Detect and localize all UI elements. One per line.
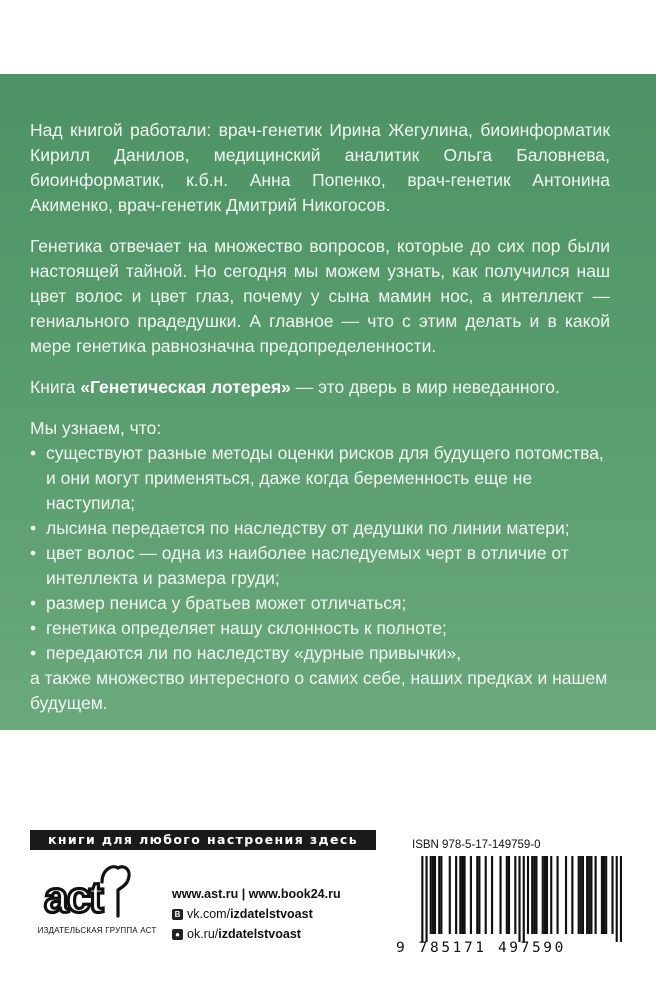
barcode-bar — [506, 856, 508, 934]
barcode-bar — [605, 856, 607, 934]
publisher-links — [172, 884, 341, 944]
barcode-digits: 9 785171 497590 — [396, 940, 566, 956]
barcode-bar — [461, 856, 463, 934]
isbn-label: ISBN 978-5-17-149759-0 — [412, 839, 541, 851]
bullet-list — [30, 441, 610, 666]
barcode-bar — [580, 856, 582, 934]
list-item: • лысина передается по наследству от дедушки по линии матери; — [30, 516, 610, 541]
barcode-bar — [565, 856, 567, 934]
book-title: «Генетическая лотерея» — [80, 377, 291, 397]
book-prefix: Книга — [30, 377, 81, 397]
list-item: • размер пениса у братьев может отличаться; — [30, 591, 610, 616]
barcode-bar — [550, 856, 552, 934]
barcode-bar — [556, 856, 558, 934]
logo-letters: act — [44, 873, 102, 920]
barcode-bar — [514, 856, 516, 934]
barcode-bar — [438, 856, 440, 934]
barcode — [398, 856, 622, 942]
barcode-bar — [470, 856, 472, 934]
barcode-bar — [590, 856, 592, 934]
blurb-text — [30, 118, 610, 716]
list-item: • существуют разные методы оценки рисков для будущего потомства, и они могут применяться, даже когда беременность еще не наступила; — [30, 441, 610, 516]
book-paragraph — [30, 375, 610, 400]
barcode-bar — [595, 856, 597, 934]
list-intro: Мы узнаем, что: — [30, 418, 162, 438]
barcode-bar — [535, 856, 537, 934]
barcode-bar — [578, 856, 580, 934]
closing-line: а также множество интересного о самих себе, наших предках и нашем будущем. — [30, 668, 608, 713]
barcode-bar — [518, 856, 520, 942]
barcode-bar — [527, 856, 529, 934]
barcode-bar — [449, 856, 451, 934]
intro-paragraph: Генетика отвечает на множество вопросов, которые до сих пор были настоящей тайной. Но сегодня мы можем узнать, как получился наш цвет волос и цвет глаз, почему у сына мамин нос, а интеллект — гениального прадедушки. А главное — что с этим делать и в какой мере генетика равнозначна предопределенности. — [30, 236, 610, 356]
publisher-tagline: книги для любого настроения здесь — [30, 830, 376, 850]
list-item: • передаются ли по наследству «дурные привычки», — [30, 641, 610, 666]
barcode-bar — [478, 856, 480, 934]
credits-paragraph: Над книгой работали: врач-генетик Ирина Жегулина, биоинформатик Кирилл Данилов, медицинский аналитик Ольга Баловнева, биоинформатик, к.б.н. Анна Попенко, врач-генетик Антонина Акименко, врач-генетик Дмитрий Никогосов. — [30, 120, 610, 215]
ok-link[interactable] — [172, 924, 341, 944]
barcode-bar — [588, 856, 590, 934]
barcode-bar — [533, 856, 535, 934]
logo-tree-shape — [102, 867, 129, 916]
barcode-bar — [432, 856, 434, 934]
barcode-bar — [620, 856, 622, 942]
barcode-bar — [544, 856, 546, 934]
ok-icon: ● — [172, 929, 183, 940]
barcode-bar — [571, 856, 573, 934]
barcode-bar — [491, 856, 493, 934]
publisher-group-name: ИЗДАТЕЛЬСКАЯ ГРУППА АСТ — [37, 926, 157, 935]
book-suffix: — это дверь в мир неведанного. — [290, 377, 560, 397]
barcode-bar — [485, 856, 487, 934]
barcode-bar — [464, 856, 466, 934]
barcode-bar — [616, 856, 618, 942]
barcode-bar — [430, 856, 432, 934]
barcode-bar — [421, 856, 423, 942]
barcode-bar — [546, 856, 548, 934]
barcode-bar — [523, 856, 525, 942]
barcode-bar — [499, 856, 501, 934]
ast-logo — [42, 860, 132, 920]
barcode-bar — [425, 856, 427, 942]
barcode-bar — [455, 856, 457, 934]
barcode-bar — [586, 856, 588, 934]
ok-handle: izdatelstvoast — [218, 927, 301, 941]
barcode-bar — [603, 856, 605, 934]
sites-link[interactable]: www.ast.ru | www.book24.ru — [172, 887, 341, 901]
barcode-bar — [476, 856, 478, 934]
vk-link[interactable] — [172, 904, 341, 924]
barcode-bar — [508, 856, 510, 934]
barcode-bar — [434, 856, 436, 934]
list-item: • генетика определяет нашу склонность к полноте; — [30, 616, 610, 641]
vk-handle: izdatelstvoast — [230, 907, 313, 921]
list-item: • цвет волос — одна из наиболее наследуемых черт в отличие от интеллекта и размера груди; — [30, 541, 610, 591]
vk-prefix: vk.com/ — [187, 907, 231, 921]
ok-prefix: ok.ru/ — [187, 927, 219, 941]
barcode-bar — [440, 856, 442, 934]
barcode-bar — [459, 856, 461, 934]
barcode-bar — [611, 856, 613, 934]
barcode-bar — [542, 856, 544, 934]
vk-icon: В — [172, 909, 183, 920]
barcode-bar — [531, 856, 533, 934]
barcode-bar — [601, 856, 603, 934]
barcode-bar — [582, 856, 584, 934]
